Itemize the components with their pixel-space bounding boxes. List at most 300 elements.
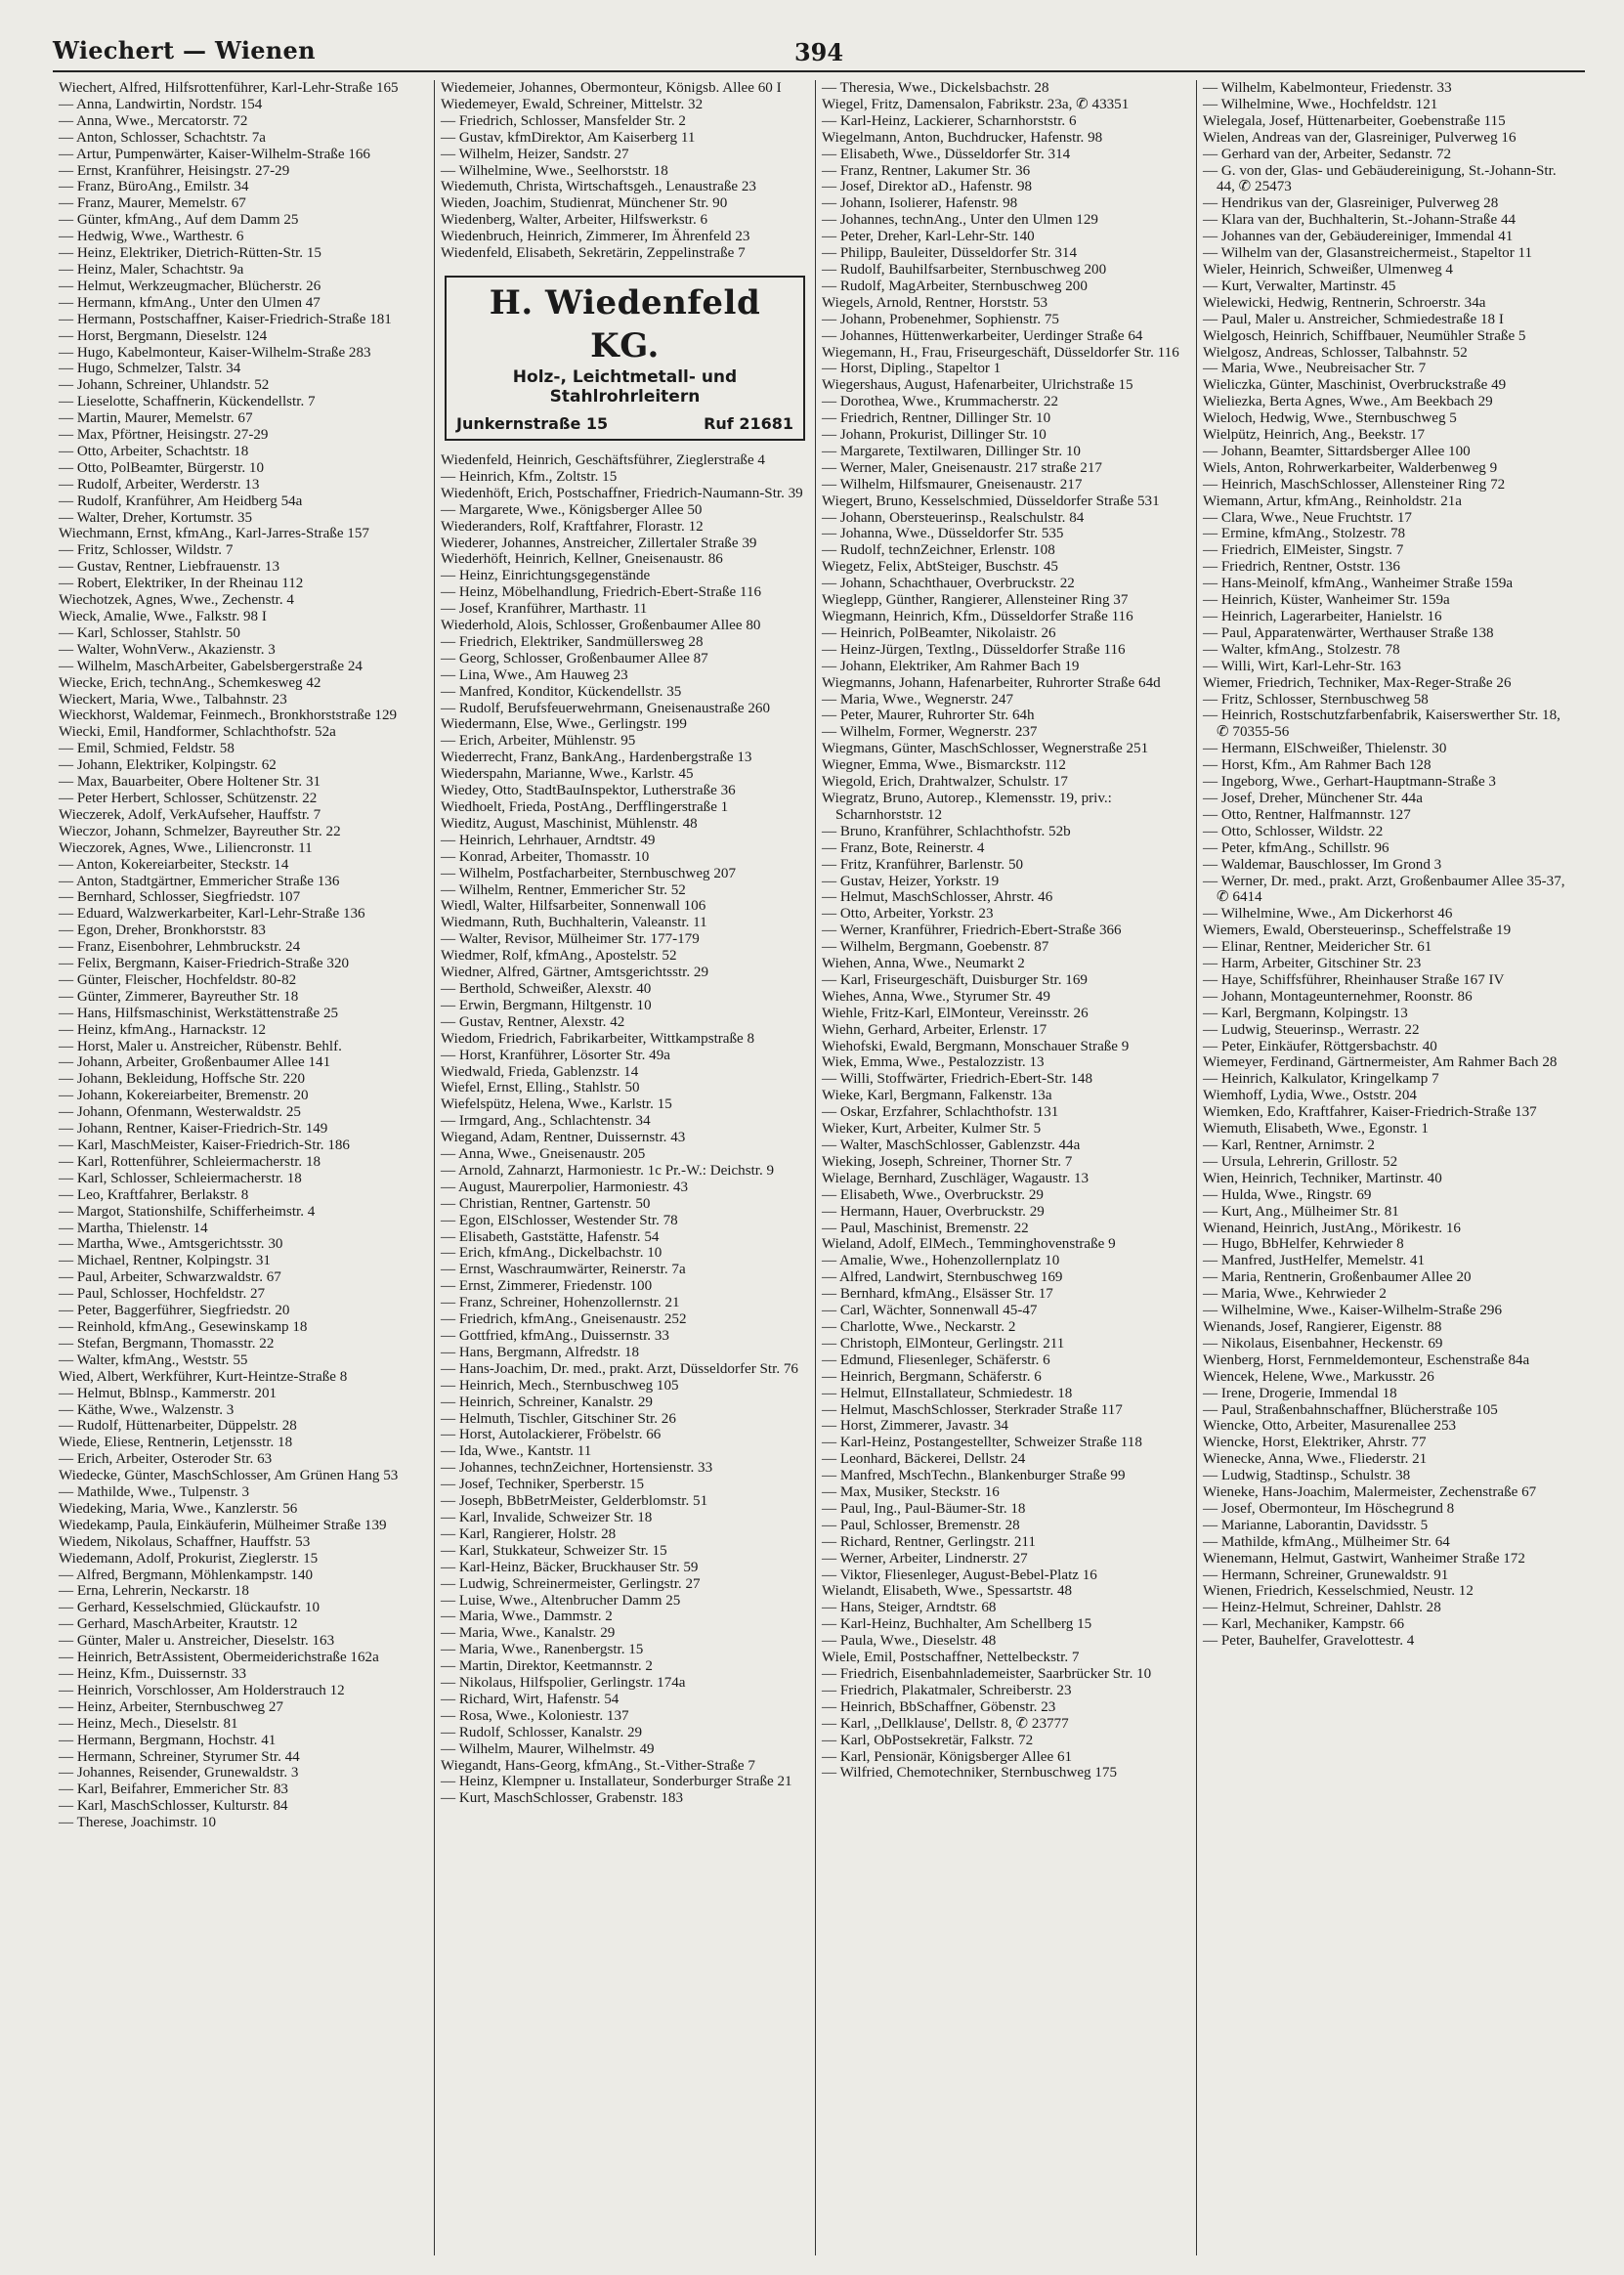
directory-entry: Wieking, Joseph, Schreiner, Thorner Str. 7 [822, 1153, 1073, 1170]
directory-entry: — Max, Musiker, Steckstr. 16 [822, 1484, 1000, 1501]
directory-entry: — Margot, Stationshilfe, Schifferheimstr. 4 [59, 1203, 316, 1220]
directory-entry: — Manfred, Konditor, Kückendellstr. 35 [441, 683, 682, 700]
directory-entry: — Heinz, Elektriker, Dietrich-Rütten-Str. 15 [59, 245, 321, 262]
directory-entry: — Hermann, Schreiner, Styrumer Str. 44 [59, 1748, 300, 1765]
directory-entry: Wiencek, Helene, Wwe., Markusstr. 26 [1203, 1368, 1434, 1385]
directory-entry: — Horst, Zimmerer, Javastr. 34 [822, 1418, 1008, 1435]
directory-entry: — Peter, Dreher, Karl-Lehr-Str. 140 [822, 229, 1035, 245]
directory-entry: — Karl, Schlosser, Schleiermacherstr. 18 [59, 1170, 302, 1186]
column-2 [434, 80, 815, 2255]
directory-entry: — Werner, Kranführer, Friedrich-Ebert-Straße 366 [822, 923, 1122, 939]
directory-entry: — Walter, kfmAng., Stolzestr. 78 [1203, 641, 1400, 658]
directory-entry: — Paul, Schlosser, Bremenstr. 28 [822, 1517, 1020, 1533]
directory-entry: — Peter Herbert, Schlosser, Schützenstr. 22 [59, 790, 318, 806]
directory-entry: — Berthold, Schweißer, Alexstr. 40 [441, 980, 652, 997]
directory-entry: — Kurt, MaschSchlosser, Grabenstr. 183 [441, 1790, 683, 1807]
directory-entry: — Rudolf, Kranführer, Am Heidberg 54a [59, 493, 303, 509]
directory-entry: Wiegert, Bruno, Kesselschmied, Düsseldorfer Straße 531 [822, 493, 1160, 509]
directory-entry: Wiels, Anton, Rohrwerkarbeiter, Walderbenweg 9 [1203, 459, 1498, 476]
directory-entry: — Heinz, Klempner u. Installateur, Sonderburger Straße 21 [441, 1774, 792, 1790]
directory-entry: — Erich, kfmAng., Dickelbachstr. 10 [441, 1245, 662, 1262]
directory-entry: Wienand, Heinrich, JustAng., Mörikestr. 16 [1203, 1220, 1461, 1236]
directory-entry: — Friedrich, Elektriker, Sandmüllersweg 28 [441, 633, 704, 650]
directory-entry: — Luise, Wwe., Altenbrucher Damm 25 [441, 1592, 681, 1609]
directory-entry: — Wilfried, Chemotechniker, Sternbuschweg 175 [822, 1765, 1117, 1781]
directory-entry: — Hans-Meinolf, kfmAng., Wanheimer Straße 159a [1203, 576, 1514, 592]
directory-entry: — Hans, Bergmann, Alfredstr. 18 [441, 1344, 640, 1360]
directory-entry: — Manfred, MschTechn., Blankenburger Straße 99 [822, 1468, 1126, 1484]
directory-entry: — Wilhelm, Heizer, Sandstr. 27 [441, 146, 629, 162]
directory-entry: — Friedrich, Eisenbahnlademeister, Saarbrücker Str. 10 [822, 1666, 1152, 1682]
directory-entry: — Reinhold, kfmAng., Gesewinskamp 18 [59, 1318, 308, 1335]
directory-entry: — Michael, Rentner, Kolpingstr. 31 [59, 1253, 271, 1269]
directory-entry: Wiedey, Otto, StadtBauInspektor, Lutherstraße 36 [441, 783, 736, 799]
directory-entry: — Fritz, Schlosser, Sternbuschweg 58 [1203, 691, 1429, 708]
directory-entry: Wiegmann, Heinrich, Kfm., Düsseldorfer Straße 116 [822, 609, 1133, 624]
directory-entry: — Heinrich, BbSchaffner, Göbenstr. 23 [822, 1698, 1056, 1715]
directory-entry: — Werner, Arbeiter, Lindnerstr. 27 [822, 1550, 1028, 1567]
directory-entry: Wieckert, Maria, Wwe., Talbahnstr. 23 [59, 691, 287, 708]
directory-entry: — Bernhard, Schlosser, Siegfriedstr. 107 [59, 889, 301, 906]
directory-entry: — Friedrich, ElMeister, Singstr. 7 [1203, 542, 1404, 559]
directory-entry: — Karl, Rangierer, Holstr. 28 [441, 1525, 617, 1542]
directory-entry: Wiegmanns, Johann, Hafenarbeiter, Ruhrorter Straße 64d [822, 674, 1161, 691]
directory-entry: — Otto, Schlosser, Wildstr. 22 [1203, 823, 1384, 839]
directory-entry: — Franz, Eisenbohrer, Lehmbruckstr. 24 [59, 939, 301, 956]
directory-entry: — Gustav, Rentner, Liebfrauenstr. 13 [59, 559, 280, 576]
directory-entry: — Horst, Autolackierer, Fröbelstr. 66 [441, 1427, 662, 1443]
directory-entry: — Heinz, Einrichtungsgegenstände [441, 568, 651, 584]
directory-entry: Wieland, Adolf, ElMech., Temminghovenstraße 9 [822, 1236, 1116, 1253]
directory-entry: — Fritz, Kranführer, Barlenstr. 50 [822, 856, 1024, 873]
directory-entry: — Heinrich, Küster, Wanheimer Str. 159a [1203, 592, 1450, 609]
directory-entry: — Ida, Wwe., Kantstr. 11 [441, 1443, 592, 1460]
directory-entry: — Arnold, Zahnarzt, Harmoniestr. 1c Pr.-W.: Deichstr. 9 [441, 1162, 775, 1179]
directory-entry: Wieke, Karl, Bergmann, Falkenstr. 13a [822, 1088, 1052, 1104]
directory-entry: — Heinz, Möbelhandlung, Friedrich-Ebert-Straße 116 [441, 584, 762, 601]
directory-entry: — Helmut, Werkzeugmacher, Blücherstr. 26 [59, 278, 321, 294]
directory-entry: Wieler, Heinrich, Schweißer, Ulmenweg 4 [1203, 261, 1453, 278]
directory-entry: — Heinz, kfmAng., Harnackstr. 12 [59, 1021, 267, 1038]
directory-entry: Wiederanders, Rolf, Kraftfahrer, Florastr. 12 [441, 518, 704, 535]
directory-entry: — Johann, Montageunternehmer, Roonstr. 86 [1203, 988, 1473, 1005]
ad-company-name: H. Wiedenfeld KG. [489, 282, 761, 365]
directory-entry: — Heinz, Arbeiter, Sternbuschweg 27 [59, 1698, 283, 1715]
directory-entry: — Helmut, MaschSchlosser, Sterkrader Straße 117 [822, 1401, 1123, 1418]
directory-entry: — Hans, Hilfsmaschinist, Werkstättenstraße 25 [59, 1005, 339, 1021]
directory-entry: — Mathilde, kfmAng., Mülheimer Str. 64 [1203, 1533, 1450, 1550]
directory-entry: — Paul, Maschinist, Bremenstr. 22 [822, 1220, 1029, 1236]
directory-entry: — Wilhelmine, Wwe., Seelhorststr. 18 [441, 162, 668, 179]
directory-entry: — Wilhelmine, Wwe., Hochfeldstr. 121 [1203, 96, 1438, 112]
directory-entry: — Günter, kfmAng., Auf dem Damm 25 [59, 212, 299, 229]
directory-entry: — Ludwig, Schreinermeister, Gerlingstr. 27 [441, 1575, 701, 1592]
directory-entry: — Maria, Wwe., Wegnerstr. 247 [822, 691, 1014, 708]
directory-entry: — Irene, Drogerie, Immendal 18 [1203, 1385, 1397, 1401]
directory-entry: — Theresia, Wwe., Dickelsbachstr. 28 [822, 80, 1049, 96]
directory-entry: — Egon, ElSchlosser, Westender Str. 78 [441, 1212, 678, 1228]
directory-entry: — Waldemar, Bauschlosser, Im Grond 3 [1203, 856, 1442, 873]
page-title: Wiechert — Wienen [53, 36, 316, 64]
directory-entry: — Peter, kfmAng., Schillstr. 96 [1203, 839, 1389, 856]
directory-entry: — Richard, Wirt, Hafenstr. 54 [441, 1691, 620, 1707]
directory-entry: — Hans, Steiger, Arndtstr. 68 [822, 1600, 997, 1616]
directory-entry: — Hedwig, Wwe., Warthestr. 6 [59, 229, 244, 245]
directory-entry: — Gustav, Heizer, Yorkstr. 19 [822, 873, 1000, 889]
directory-entry: Wiedenfeld, Elisabeth, Sekretärin, Zeppelinstraße 7 [441, 245, 746, 262]
directory-entry: — Elisabeth, Gaststätte, Hafenstr. 54 [441, 1228, 660, 1245]
directory-entry: Wiegmans, Günter, MaschSchlosser, Wegnerstraße 251 [822, 741, 1149, 757]
directory-entry: Wiegelmann, Anton, Buchdrucker, Hafenstr. 98 [822, 129, 1103, 146]
directory-entry: — Horst, Bergmann, Dieselstr. 124 [59, 327, 268, 344]
directory-entry: — Johannes, technAng., Unter den Ulmen 129 [822, 212, 1098, 229]
directory-entry: — Maria, Wwe., Kehrwieder 2 [1203, 1286, 1387, 1303]
directory-entry: — Paul, Maler u. Anstreicher, Schmiedestraße 18 I [1203, 311, 1504, 327]
directory-entry: — Karl, MaschMeister, Kaiser-Friedrich-Str. 186 [59, 1138, 350, 1153]
directory-entry: — Ursula, Lehrerin, Grillostr. 52 [1203, 1153, 1398, 1170]
directory-entry: Wiedem, Nikolaus, Schaffner, Hauffstr. 53 [59, 1533, 311, 1550]
directory-entry: — Eduard, Walzwerkarbeiter, Karl-Lehr-Straße 136 [59, 906, 365, 923]
directory-entry: Wieczorek, Agnes, Wwe., Liliencronstr. 11 [59, 839, 313, 856]
directory-entry: Wiemuth, Elisabeth, Wwe., Egonstr. 1 [1203, 1121, 1429, 1138]
directory-entry: — Heinrich, BetrAssistent, Obermeiderichstraße 162a [59, 1650, 379, 1666]
directory-entry: Wieckhorst, Waldemar, Feinmech., Bronkhorststraße 129 [59, 708, 398, 724]
directory-entry: — Hans-Joachim, Dr. med., prakt. Arzt, Düsseldorfer Str. 76 [441, 1360, 798, 1377]
directory-entry: — Willi, Wirt, Karl-Lehr-Str. 163 [1203, 658, 1401, 674]
directory-entry: — Maria, Wwe., Ranenbergstr. 15 [441, 1642, 644, 1658]
directory-entry: — Horst, Kranführer, Lösorter Str. 49a [441, 1047, 670, 1063]
directory-entry: — Heinrich, Vorschlosser, Am Holderstrauch 12 [59, 1682, 345, 1698]
directory-entry: — Josef, Techniker, Sperberstr. 15 [441, 1477, 645, 1493]
directory-entry: — Robert, Elektriker, In der Rheinau 112 [59, 576, 304, 592]
directory-entry: — Werner, Dr. med., prakt. Arzt, Großenbaumer Allee 35-37, ✆ 6414 [1203, 873, 1565, 906]
directory-entry: — Karl, Schlosser, Stahlstr. 50 [59, 624, 240, 641]
directory-entry: — Hugo, BbHelfer, Kehrwieder 8 [1203, 1236, 1404, 1253]
directory-entry: Wielpütz, Heinrich, Ang., Beekstr. 17 [1203, 427, 1426, 444]
directory-entry: — Heinrich, Bergmann, Schäferstr. 6 [822, 1368, 1042, 1385]
directory-entry: — Erna, Lehrerin, Neckarstr. 18 [59, 1583, 249, 1600]
directory-entry: — Anna, Wwe., Mercatorstr. 72 [59, 112, 248, 129]
directory-entry: — Heinrich, MaschSchlosser, Allensteiner Ring 72 [1203, 476, 1506, 493]
directory-entry: — Johann, Prokurist, Dillinger Str. 10 [822, 427, 1047, 444]
directory-entry: — Rosa, Wwe., Koloniestr. 137 [441, 1707, 629, 1724]
directory-entry: — Therese, Joachimstr. 10 [59, 1815, 217, 1831]
directory-entry: Wiemer, Friedrich, Techniker, Max-Reger-Straße 26 [1203, 674, 1512, 691]
directory-entry: Wieditz, August, Maschinist, Mühlenstr. 48 [441, 815, 698, 832]
directory-entry: — Otto, Rentner, Halfmannstr. 127 [1203, 806, 1411, 823]
directory-entry: — Maria, Wwe., Dammstr. 2 [441, 1609, 613, 1625]
directory-entry: — Ernst, Zimmerer, Friedenstr. 100 [441, 1278, 653, 1295]
directory-entry: Wienands, Josef, Rangierer, Eigenstr. 88 [1203, 1318, 1442, 1335]
directory-entry: Wiedemann, Adolf, Prokurist, Zieglerstr. 15 [59, 1550, 319, 1567]
ad-address: Junkernstraße 15 [456, 413, 609, 433]
directory-entry: — Friedrich, Rentner, Oststr. 136 [1203, 559, 1400, 576]
directory-entry: — Friedrich, Rentner, Dillinger Str. 10 [822, 410, 1051, 427]
directory-entry: — Wilhelmine, Wwe., Kaiser-Wilhelm-Straße 296 [1203, 1303, 1503, 1319]
directory-entry: — Paul, Straßenbahnschaffner, Blücherstraße 105 [1203, 1401, 1498, 1418]
directory-entry: — Helmut, MaschSchlosser, Ahrstr. 46 [822, 889, 1053, 906]
directory-entry: — Gerhard, MaschArbeiter, Krautstr. 12 [59, 1616, 298, 1633]
directory-entry: Wiehen, Anna, Wwe., Neumarkt 2 [822, 956, 1025, 972]
directory-entry: Wiedemuth, Christa, Wirtschaftsgeh., Lenaustraße 23 [441, 179, 756, 195]
directory-entry: — Martha, Thielenstr. 14 [59, 1220, 208, 1236]
directory-entry: — Franz, Maurer, Memelstr. 67 [59, 195, 246, 212]
directory-entry: Wieliczka, Günter, Maschinist, Overbruckstraße 49 [1203, 377, 1507, 394]
directory-entry: — Karl-Heinz, Buchhalter, Am Schellberg 15 [822, 1616, 1092, 1633]
directory-entry: — Amalie, Wwe., Hohenzollernplatz 10 [822, 1253, 1060, 1269]
directory-entry: Wiemers, Ewald, Obersteuerinsp., Scheffelstraße 19 [1203, 923, 1512, 939]
directory-entry: — Rudolf, Hüttenarbeiter, Düppelstr. 28 [59, 1418, 297, 1435]
directory-entry: — Artur, Pumpenwärter, Kaiser-Wilhelm-Straße 166 [59, 146, 370, 162]
directory-entry: — Franz, Schreiner, Hohenzollernstr. 21 [441, 1295, 680, 1311]
directory-entry: Wienberg, Horst, Fernmeldemonteur, Eschenstraße 84a [1203, 1352, 1530, 1368]
directory-entry: Wiencke, Horst, Elektriker, Ahrstr. 77 [1203, 1435, 1427, 1451]
column-1 [53, 80, 434, 2255]
directory-entry: Wiefelspütz, Helena, Wwe., Karlstr. 15 [441, 1096, 672, 1113]
directory-entry: — Alfred, Landwirt, Sternbuschweg 169 [822, 1269, 1063, 1286]
directory-entry: — Joseph, BbBetrMeister, Gelderblomstr. 51 [441, 1493, 708, 1510]
directory-entry: — Wilhelm, MaschArbeiter, Gabelsbergerstraße 24 [59, 658, 363, 674]
directory-entry: — Günter, Fleischer, Hochfeldstr. 80-82 [59, 971, 297, 988]
directory-entry: — Konrad, Arbeiter, Thomasstr. 10 [441, 848, 650, 865]
directory-entry: Wiedmer, Rolf, kfmAng., Apostelstr. 52 [441, 948, 677, 965]
directory-entry: — Friedrich, kfmAng., Gneisenaustr. 252 [441, 1311, 687, 1328]
directory-entry: — Kurt, Verwalter, Martinstr. 45 [1203, 278, 1396, 294]
directory-entry: — Karl-Heinz, Postangestellter, Schweizer Straße 118 [822, 1435, 1142, 1451]
directory-entry: Wiegratz, Bruno, Autorep., Klemensstr. 19, priv.: Scharnhorststr. 12 [822, 790, 1112, 823]
directory-entry: — Wilhelmine, Wwe., Am Dickerhorst 46 [1203, 906, 1453, 923]
directory-entry: — Anton, Kokereiarbeiter, Steckstr. 14 [59, 856, 289, 873]
directory-entry: — Johann, Beamter, Sittardsberger Allee 100 [1203, 443, 1471, 459]
directory-entry: — Christoph, ElMonteur, Gerlingstr. 211 [822, 1335, 1065, 1352]
directory-entry: — Karl, Beifahrer, Emmericher Str. 83 [59, 1781, 288, 1798]
directory-entry: — Maria, Wwe., Kanalstr. 29 [441, 1625, 616, 1642]
directory-entry: — Johannes van der, Gebäudereiniger, Immendal 41 [1203, 229, 1514, 245]
directory-entry: Wiedenbruch, Heinrich, Zimmerer, Im Ährenfeld 23 [441, 229, 750, 245]
directory-entry: — Stefan, Bergmann, Thomasstr. 22 [59, 1335, 275, 1352]
directory-entry: Wiemeyer, Ferdinand, Gärtnermeister, Am Rahmer Bach 28 [1203, 1054, 1558, 1071]
directory-entry: Wieliezka, Berta Agnes, Wwe., Am Beekbach 29 [1203, 394, 1493, 410]
directory-entry: — Otto, Arbeiter, Yorkstr. 23 [822, 906, 994, 923]
directory-entry: — Karl, Stukkateur, Schweizer Str. 15 [441, 1542, 667, 1559]
directory-entry: Wiele, Emil, Postschaffner, Nettelbeckstr. 7 [822, 1650, 1080, 1666]
directory-entry: — Anton, Schlosser, Schachtstr. 7a [59, 129, 266, 146]
directory-entry: — Johann, Elektriker, Am Rahmer Bach 19 [822, 658, 1080, 674]
directory-entry: — Otto, Arbeiter, Schachtstr. 18 [59, 443, 249, 459]
directory-entry: Wieglepp, Günther, Rangierer, Allensteiner Ring 37 [822, 592, 1129, 609]
directory-entry: Wiederspahn, Marianne, Wwe., Karlstr. 45 [441, 766, 694, 783]
directory-entry: Wiehle, Fritz-Karl, ElMonteur, Vereinsstr. 26 [822, 1005, 1089, 1021]
directory-entry: Wiedenfeld, Heinrich, Geschäftsführer, Zieglerstraße 4 [441, 451, 765, 468]
directory-entry: — Johann, Schachthauer, Overbruckstr. 22 [822, 576, 1075, 592]
directory-entry: — Hendrikus van der, Glasreiniger, Pulverweg 28 [1203, 195, 1499, 212]
directory-entry: — Josef, Obermonteur, Im Höschegrund 8 [1203, 1500, 1455, 1517]
directory-entry: — Walter, WohnVerw., Akazienstr. 3 [59, 641, 276, 658]
directory-entry: — Nikolaus, Eisenbahner, Heckenstr. 69 [1203, 1335, 1443, 1352]
directory-entry: Wiedecke, Günter, MaschSchlosser, Am Grünen Hang 53 [59, 1468, 399, 1484]
directory-entry: — Felix, Bergmann, Kaiser-Friedrich-Straße 320 [59, 956, 350, 972]
directory-entry: Wiechotzek, Agnes, Wwe., Zechenstr. 4 [59, 592, 294, 609]
directory-entry: — Haye, Schiffsführer, Rheinhauser Straße 167 IV [1203, 971, 1505, 988]
directory-entry: — Josef, Dreher, Münchener Str. 44a [1203, 790, 1423, 806]
directory-entry: — Elinar, Rentner, Meidericher Str. 61 [1203, 939, 1432, 956]
directory-entry: Wiederhold, Alois, Schlosser, Großenbaumer Allee 80 [441, 618, 761, 634]
directory-entry: — Hermann, Bergmann, Hochstr. 41 [59, 1732, 277, 1748]
directory-entry: — Peter, Baggerführer, Siegfriedstr. 20 [59, 1303, 290, 1319]
directory-entry: — Harm, Arbeiter, Gitschiner Str. 23 [1203, 956, 1422, 972]
directory-entry: — Karl, Mechaniker, Kampstr. 66 [1203, 1616, 1405, 1633]
directory-entry: Wielandt, Elisabeth, Wwe., Spessartstr. 48 [822, 1583, 1073, 1600]
directory-entry: — Rudolf, Bauhilfsarbeiter, Sternbuschweg 200 [822, 261, 1107, 278]
directory-entry: Wielage, Bernhard, Zuschläger, Wagaustr. 13 [822, 1170, 1090, 1186]
directory-entry: Wiehn, Gerhard, Arbeiter, Erlenstr. 17 [822, 1021, 1047, 1038]
directory-entry: — Carl, Wächter, Sonnenwall 45-47 [822, 1303, 1038, 1319]
directory-entry: Wieczor, Johann, Schmelzer, Bayreuther Str. 22 [59, 823, 341, 839]
directory-entry: — Johann, Rentner, Kaiser-Friedrich-Str. 149 [59, 1121, 328, 1138]
directory-entry: — Willi, Stoffwärter, Friedrich-Ebert-Str. 148 [822, 1071, 1092, 1088]
directory-entry: Wiehes, Anna, Wwe., Styrumer Str. 49 [822, 988, 1050, 1005]
directory-entry: — Käthe, Wwe., Walzenstr. 3 [59, 1401, 235, 1418]
directory-entry: — Hermann, Postschaffner, Kaiser-Friedrich-Straße 181 [59, 311, 392, 327]
directory-entry: — Lieselotte, Schaffnerin, Kückendellstr. 7 [59, 394, 316, 410]
directory-entry: — Johann, Schreiner, Uhlandstr. 52 [59, 377, 270, 394]
directory-entry: — Lina, Wwe., Am Hauweg 23 [441, 666, 628, 683]
ad-phone: Ruf 21681 [704, 413, 793, 433]
directory-entry: — Wilhelm, Bergmann, Goebenstr. 87 [822, 939, 1049, 956]
advertisement-box [445, 276, 805, 441]
directory-entry: — Johann, Arbeiter, Großenbaumer Allee 141 [59, 1054, 331, 1071]
directory-entry: — Hulda, Wwe., Ringstr. 69 [1203, 1186, 1372, 1203]
directory-entry: — Maria, Wwe., Neubreisacher Str. 7 [1203, 361, 1427, 377]
directory-entry: — Heinrich, Lehrhauer, Arndtstr. 49 [441, 832, 656, 848]
directory-entry: Wiedeking, Maria, Wwe., Kanzlerstr. 56 [59, 1500, 298, 1517]
directory-entry: Wielewicki, Hedwig, Rentnerin, Schroerstr. 34a [1203, 294, 1486, 311]
directory-entry: — Margarete, Textilwaren, Dillinger Str. 10 [822, 443, 1081, 459]
directory-entry: — Wilhelm, Postfacharbeiter, Sternbuschweg 207 [441, 865, 736, 881]
directory-entry: — Josef, Direktor aD., Hafenstr. 98 [822, 179, 1033, 195]
directory-entry: Wiegetz, Felix, AbtSteiger, Buschstr. 45 [822, 559, 1058, 576]
directory-entry: Wiederrecht, Franz, BankAng., Hardenbergstraße 13 [441, 750, 752, 766]
directory-entry: — Rudolf, Arbeiter, Werderstr. 13 [59, 476, 260, 493]
directory-entry: — Wilhelm, Hilfsmaurer, Gneisenaustr. 217 [822, 476, 1083, 493]
directory-entry: — Klara van der, Buchhalterin, St.-Johann-Straße 44 [1203, 212, 1517, 229]
directory-entry: — Edmund, Fliesenleger, Schäferstr. 6 [822, 1352, 1050, 1368]
directory-entry: Wiemann, Artur, kfmAng., Reinholdstr. 21a [1203, 493, 1462, 509]
directory-entry: — Karl, ,,Dellklause', Dellstr. 8, ✆ 23777 [822, 1715, 1069, 1732]
directory-entry: — Maria, Rentnerin, Großenbaumer Allee 20 [1203, 1269, 1472, 1286]
directory-entry: — Franz, Rentner, Lakumer Str. 36 [822, 162, 1031, 179]
directory-entry: — Peter, Maurer, Ruhrorter Str. 64h [822, 708, 1035, 724]
directory-entry: — Horst, Maler u. Anstreicher, Rübenstr. Behlf. [59, 1038, 342, 1054]
directory-entry: — Clara, Wwe., Neue Fruchtstr. 17 [1203, 509, 1412, 526]
directory-entry: — Karl-Heinz, Bäcker, Bruckhauser Str. 59 [441, 1559, 699, 1575]
directory-entry: — Johann, Obersteuerinsp., Realschulstr. 84 [822, 509, 1085, 526]
directory-entry: Wieker, Kurt, Arbeiter, Kulmer Str. 5 [822, 1121, 1042, 1138]
directory-entry: Wiedl, Walter, Hilfsarbeiter, Sonnenwall 106 [441, 898, 706, 915]
directory-entry: — Ernst, Kranführer, Heisingstr. 27-29 [59, 162, 290, 179]
directory-entry: Wieck, Amalie, Wwe., Falkstr. 98 I [59, 609, 267, 624]
directory-entry: — Hermann, Hauer, Overbruckstr. 29 [822, 1203, 1045, 1220]
directory-entry: — Marianne, Laborantin, Davidsstr. 5 [1203, 1517, 1429, 1533]
directory-entry: — Hugo, Schmelzer, Talstr. 34 [59, 361, 241, 377]
directory-entry: Wiedom, Friedrich, Fabrikarbeiter, Wittkampstraße 8 [441, 1030, 755, 1047]
directory-entry: — Elisabeth, Wwe., Overbruckstr. 29 [822, 1186, 1044, 1203]
directory-entry: Wielgosz, Andreas, Schlosser, Talbahnstr. 52 [1203, 344, 1468, 361]
directory-entry: Wienecke, Anna, Wwe., Fliederstr. 21 [1203, 1451, 1428, 1468]
directory-entry: — Johannes, Reisender, Grunewaldstr. 3 [59, 1765, 299, 1781]
directory-entry: — Bernhard, kfmAng., Elsässer Str. 17 [822, 1286, 1053, 1303]
directory-entry: — Johann, Elektriker, Kolpingstr. 62 [59, 757, 277, 774]
directory-entry: — Franz, Bote, Reinerstr. 4 [822, 839, 985, 856]
directory-entry: — Johann, Ofenmann, Westerwaldstr. 25 [59, 1104, 301, 1121]
directory-entry: — Johannes, technZeichner, Hortensienstr. 33 [441, 1460, 713, 1477]
directory-entry: — Walter, MaschSchlosser, Gablenzstr. 44a [822, 1138, 1081, 1153]
directory-entry: — Günter, Zimmerer, Bayreuther Str. 18 [59, 988, 299, 1005]
directory-entry: — Wilhelm, Rentner, Emmericher Str. 52 [441, 881, 686, 898]
directory-entry: — Nikolaus, Hilfspolier, Gerlingstr. 174a [441, 1675, 686, 1692]
directory-entry: — G. von der, Glas- und Gebäudereinigung, St.-Johann-Str. 44, ✆ 25473 [1203, 162, 1557, 195]
directory-entry: Wiedemeier, Johannes, Obermonteur, Königsb. Allee 60 I [441, 80, 782, 96]
directory-entry: — Karl, Bergmann, Kolpingstr. 13 [1203, 1005, 1408, 1021]
directory-entry: — Walter, Dreher, Kortumstr. 35 [59, 509, 253, 526]
directory-entry: Wiemhoff, Lydia, Wwe., Oststr. 204 [1203, 1088, 1417, 1104]
directory-entry: Wiefel, Ernst, Elling., Stahlstr. 50 [441, 1080, 640, 1096]
directory-entry: — Manfred, JustHelfer, Memelstr. 41 [1203, 1253, 1426, 1269]
directory-entry: — Anna, Landwirtin, Nordstr. 154 [59, 96, 263, 112]
directory-entry: — Johann, Isolierer, Hafenstr. 98 [822, 195, 1018, 212]
directory-entry: — Richard, Rentner, Gerlingstr. 211 [822, 1533, 1036, 1550]
directory-entry: — Heinz-Helmut, Schreiner, Dahlstr. 28 [1203, 1600, 1441, 1616]
directory-entry: — Karl, Rottenführer, Schleiermacherstr. 18 [59, 1153, 321, 1170]
directory-entry: — Viktor, Fliesenleger, August-Bebel-Platz 16 [822, 1567, 1097, 1583]
directory-entry: — Leonhard, Bäckerei, Dellstr. 24 [822, 1451, 1026, 1468]
directory-entry: Wiegner, Emma, Wwe., Bismarckstr. 112 [822, 757, 1066, 774]
directory-entry: Wiedmann, Ruth, Buchhalterin, Valeanstr. 11 [441, 915, 707, 931]
directory-entry: — Werner, Maler, Gneisenaustr. 217 straße 217 [822, 459, 1102, 476]
directory-entry: — Heinrich, Schreiner, Kanalstr. 29 [441, 1394, 653, 1410]
directory-entry: Wieneke, Hans-Joachim, Malermeister, Zechenstraße 67 [1203, 1484, 1537, 1501]
directory-entry: — Walter, Revisor, Mülheimer Str. 177-179 [441, 931, 700, 948]
directory-entry: — Wilhelm, Former, Wegnerstr. 237 [822, 724, 1038, 741]
directory-entry: — Günter, Maler u. Anstreicher, Dieselstr. 163 [59, 1633, 335, 1650]
directory-entry: Wienen, Friedrich, Kesselschmied, Neustr. 12 [1203, 1583, 1474, 1600]
directory-entry: — Heinrich, Lagerarbeiter, Hanielstr. 16 [1203, 609, 1442, 624]
directory-entry: — Alfred, Bergmann, Möhlenkampstr. 140 [59, 1567, 314, 1583]
directory-entry: — Wilhelm van der, Glasanstreichermeist., Stapeltor 11 [1203, 245, 1533, 262]
directory-entry: — Elisabeth, Wwe., Düsseldorfer Str. 314 [822, 146, 1071, 162]
directory-entry: — Kurt, Ang., Mülheimer Str. 81 [1203, 1203, 1399, 1220]
directory-entry: — Heinrich, PolBeamter, Nikolaistr. 26 [822, 624, 1056, 641]
directory-entry: — Anna, Wwe., Gneisenaustr. 205 [441, 1146, 646, 1163]
directory-entry: — Josef, Kranführer, Marthastr. 11 [441, 601, 648, 618]
directory-entry: Wiedemeyer, Ewald, Schreiner, Mittelstr. 32 [441, 96, 704, 112]
directory-entry: Wiedner, Alfred, Gärtner, Amtsgerichtsstr. 29 [441, 965, 708, 981]
directory-entry: Wielen, Andreas van der, Glasreiniger, Pulverweg 16 [1203, 129, 1517, 146]
directory-entry: — Paul, Apparatenwärter, Werthauser Straße 138 [1203, 624, 1494, 641]
directory-entry: Wienemann, Helmut, Gastwirt, Wanheimer Straße 172 [1203, 1550, 1525, 1567]
directory-entry: — Heinrich, Kalkulator, Kringelkamp 7 [1203, 1071, 1439, 1088]
directory-entry: — Karl, MaschSchlosser, Kulturstr. 84 [59, 1798, 288, 1815]
directory-entry: — Egon, Dreher, Bronkhorststr. 83 [59, 923, 266, 939]
directory-entry: — Hermann, ElSchweißer, Thielenstr. 30 [1203, 741, 1447, 757]
directory-entry: — Johann, Kokereiarbeiter, Bremenstr. 20 [59, 1088, 309, 1104]
directory-entry: Wiecki, Emil, Handformer, Schlachthofstr. 52a [59, 724, 336, 741]
directory-entry: Wiedwald, Frieda, Gablenzstr. 14 [441, 1063, 639, 1080]
directory-entry: — Helmut, ElInstallateur, Schmiedestr. 18 [822, 1385, 1073, 1401]
directory-entry: — Paul, Schlosser, Hochfeldstr. 27 [59, 1286, 266, 1303]
directory-columns [53, 80, 1595, 2255]
directory-entry: — Dorothea, Wwe., Krummacherstr. 22 [822, 394, 1058, 410]
